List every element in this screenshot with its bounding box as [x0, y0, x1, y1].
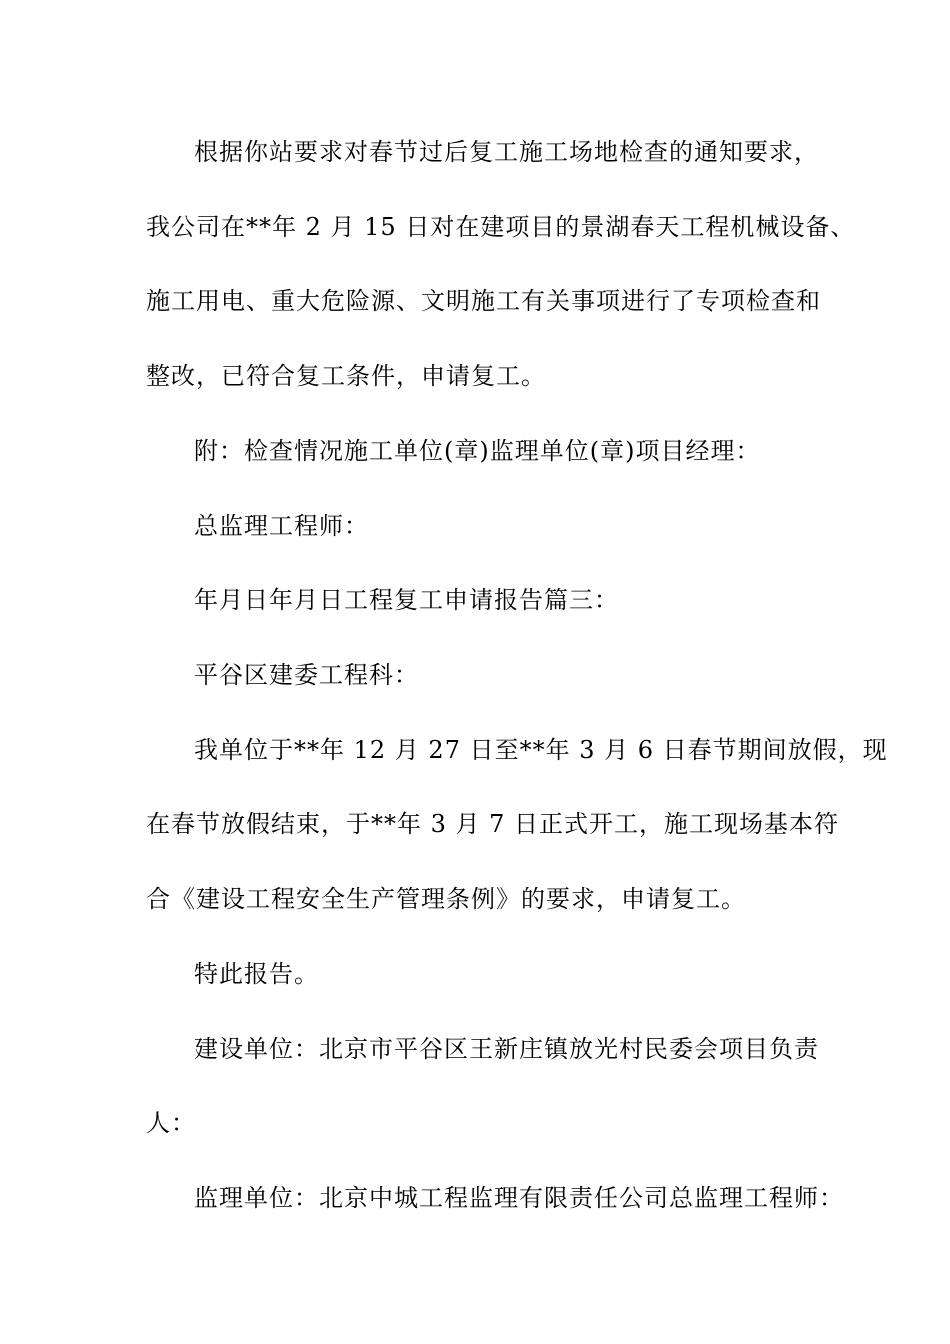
paragraph-line: 施工用电、重大危险源、文明施工有关事项进行了专项检查和 [146, 287, 821, 315]
paragraph-line: 在春节放假结束，于**年 3 月 7 日正式开工，施工现场基本符 [146, 810, 840, 838]
paragraph-line: 人： [146, 1109, 196, 1137]
paragraph-line: 特此报告。 [194, 960, 319, 988]
paragraph-line: 我单位于**年 12 月 27 日至**年 3 月 6 日春节期间放假，现 [194, 736, 888, 764]
paragraph-line: 合《建设工程安全生产管理条例》的要求，申请复工。 [146, 885, 746, 913]
paragraph-line: 总监理工程师： [194, 512, 369, 540]
paragraph-line: 整改，已符合复工条件，申请复工。 [146, 362, 546, 390]
paragraph-line: 根据你站要求对春节过后复工施工场地检查的通知要求， [194, 138, 819, 166]
paragraph-line: 监理单位：北京中城工程监理有限责任公司总监理工程师： [194, 1184, 844, 1212]
paragraph-line: 平谷区建委工程科： [194, 661, 419, 689]
paragraph-line: 我公司在**年 2 月 15 日对在建项目的景湖春天工程机械设备、 [146, 213, 856, 241]
paragraph-line: 建设单位：北京市平谷区王新庄镇放光村民委会项目负责 [194, 1035, 819, 1063]
paragraph-line: 附：检查情况施工单位(章)监理单位(章)项目经理： [194, 437, 761, 465]
paragraph-line: 年月日年月日工程复工申请报告篇三： [194, 586, 619, 614]
